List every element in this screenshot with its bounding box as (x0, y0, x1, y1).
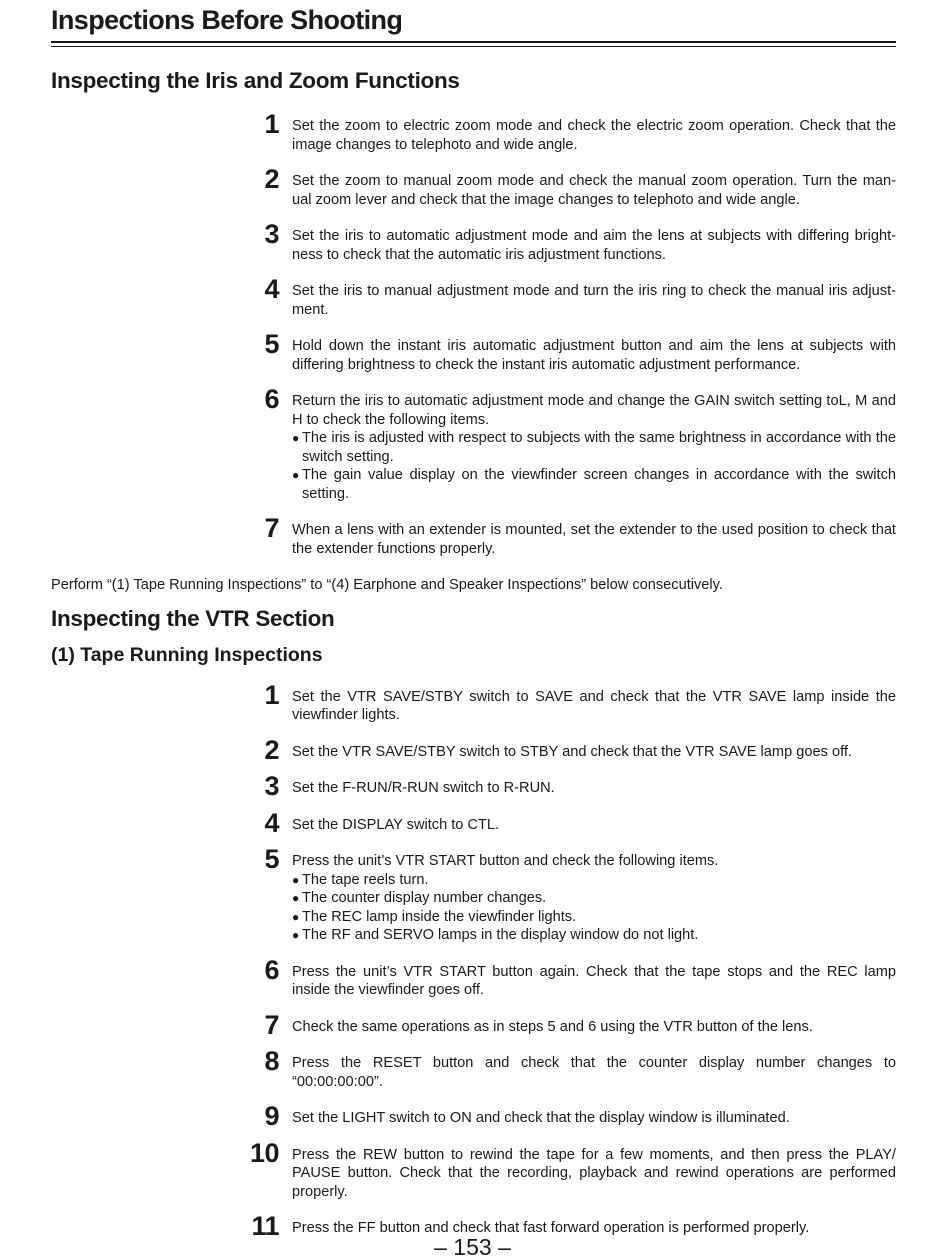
step-item (241, 771, 896, 801)
bullet-item (292, 466, 896, 503)
bullet-item (292, 889, 896, 908)
step-item (241, 274, 896, 319)
step-text: Press the FF button and check that fast forward operation is performed properly. (292, 1220, 810, 1236)
step-number: 6 (264, 384, 279, 414)
step-item (241, 109, 896, 154)
step-text: Return the iris to automatic adjustment mode and change the GAIN switch setting toL, M and H to check the following items. (292, 393, 896, 428)
step-item (241, 1101, 896, 1131)
step-number: 5 (264, 329, 279, 359)
step-number: 1 (264, 679, 279, 710)
step-item (241, 513, 896, 558)
step-text: Press the unit’s VTR START button again. Check that the tape stops and the REC lamp inside the viewfinder goes off. (292, 963, 896, 998)
bullet-item (292, 908, 896, 927)
bullet-item (292, 926, 896, 945)
vtr-steps (241, 679, 896, 1241)
step-item (241, 734, 896, 765)
step-item (241, 954, 896, 1000)
title-rule-thin (51, 46, 896, 47)
step-text: Press the REW button to rewind the tape for a few moments, and then press the PLAY/ PAUSE button. Check that the recording, playback and rewind operations are performed properly. (292, 1146, 896, 1200)
bullet-text: The RF and SERVO lamps in the display window do not light. (302, 927, 699, 943)
step-text: Set the zoom to electric zoom mode and check the electric zoom operation. Check that the image changes to telephoto and wide angle. (292, 118, 896, 153)
step-number: 6 (264, 954, 279, 985)
section-title-iris-zoom: Inspecting the Iris and Zoom Functions (51, 68, 460, 93)
step-number: 8 (264, 1046, 279, 1076)
step-item (241, 807, 896, 838)
bullet-icon: ● (292, 872, 300, 887)
step-text: Set the LIGHT switch to ON and check that the display window is illuminated. (292, 1110, 790, 1126)
step-number: 2 (264, 164, 279, 194)
step-number: 9 (264, 1101, 279, 1131)
bullet-icon: ● (292, 909, 300, 924)
step-item (241, 384, 896, 503)
bullet-text: The iris is adjusted with respect to subjects with the same brightness in accordance with the switch setting. (302, 430, 896, 465)
step-item (241, 679, 896, 725)
step-number: 5 (264, 844, 279, 874)
step-item (241, 844, 896, 945)
step-text: When a lens with an extender is mounted, set the extender to the used position to check that the extender functions properly. (292, 522, 896, 557)
bullet-text: The tape reels turn. (302, 871, 429, 888)
step-text: Press the unit’s VTR START button and check the following items. (292, 853, 719, 869)
bullet-text: The counter display number changes. (302, 890, 547, 906)
section-title-vtr: Inspecting the VTR Section (51, 605, 335, 631)
step-number: 7 (264, 1009, 279, 1040)
step-item (241, 164, 896, 209)
bullet-icon: ● (292, 928, 300, 942)
step-text: Set the iris to automatic adjustment mode and aim the lens at subjects with differing bright-ness to check that the automatic iris adjustment functions. (292, 228, 896, 263)
bullet-text: The REC lamp inside the viewfinder lights. (302, 908, 577, 925)
bullet-icon: ● (292, 431, 300, 445)
bullet-item (292, 429, 896, 466)
iris-zoom-steps (241, 109, 896, 558)
bullet-item (292, 871, 896, 890)
step-number: 2 (264, 734, 279, 765)
step-text: Set the VTR SAVE/STBY switch to STBY and check that the VTR SAVE lamp goes off. (292, 743, 852, 760)
step-number: 1 (264, 109, 279, 139)
step-item (241, 1009, 896, 1040)
step-text: Set the F-RUN/R-RUN switch to R-RUN. (292, 780, 555, 796)
step-text: Check the same operations as in steps 5 and 6 using the VTR button of the lens. (292, 1018, 813, 1035)
consecutive-note: Perform “(1) Tape Running Inspections” to “(4) Earphone and Speaker Inspections” below consecutively. (51, 577, 723, 593)
step-number: 4 (264, 274, 279, 304)
title-rule-thick (51, 41, 896, 43)
step-text: Set the iris to manual adjustment mode and turn the iris ring to check the manual iris adjust-ment. (292, 283, 896, 318)
step-item (241, 1137, 896, 1202)
step-number: 7 (264, 513, 279, 543)
bullet-icon: ● (292, 468, 300, 482)
step-number: 4 (264, 807, 279, 838)
step-text: Set the DISPLAY switch to CTL. (292, 816, 500, 833)
page-number: – 153 – (434, 1234, 511, 1260)
step-text: Hold down the instant iris automatic adjustment button and aim the lens at subjects with differing brightness to check the instant iris automatic adjustment performance. (292, 338, 896, 373)
bullet-icon: ● (292, 891, 300, 905)
step-item (241, 1046, 896, 1091)
step-number: 10 (249, 1137, 279, 1168)
bullet-text: The gain value display on the viewfinder screen changes in accordance with the switch setting. (302, 467, 896, 502)
step-item (241, 329, 896, 374)
step-number: 11 (251, 1211, 279, 1241)
manual-page (51, 0, 896, 1241)
page-title: Inspections Before Shooting (51, 5, 403, 35)
step-text: Set the VTR SAVE/STBY switch to SAVE and check that the VTR SAVE lamp inside the viewfinder lights. (292, 688, 896, 723)
step-number: 3 (264, 771, 279, 801)
step-text: Press the RESET button and check that the counter display number changes to “00:00:00:00”. (292, 1055, 896, 1090)
subsection-title-tape-running: (1) Tape Running Inspections (51, 643, 323, 666)
step-text: Set the zoom to manual zoom mode and check the manual zoom operation. Turn the man-ual zoom lever and check that the image changes to telephoto and wide angle. (292, 173, 896, 208)
step-item (241, 219, 896, 264)
step-number: 3 (264, 219, 279, 249)
